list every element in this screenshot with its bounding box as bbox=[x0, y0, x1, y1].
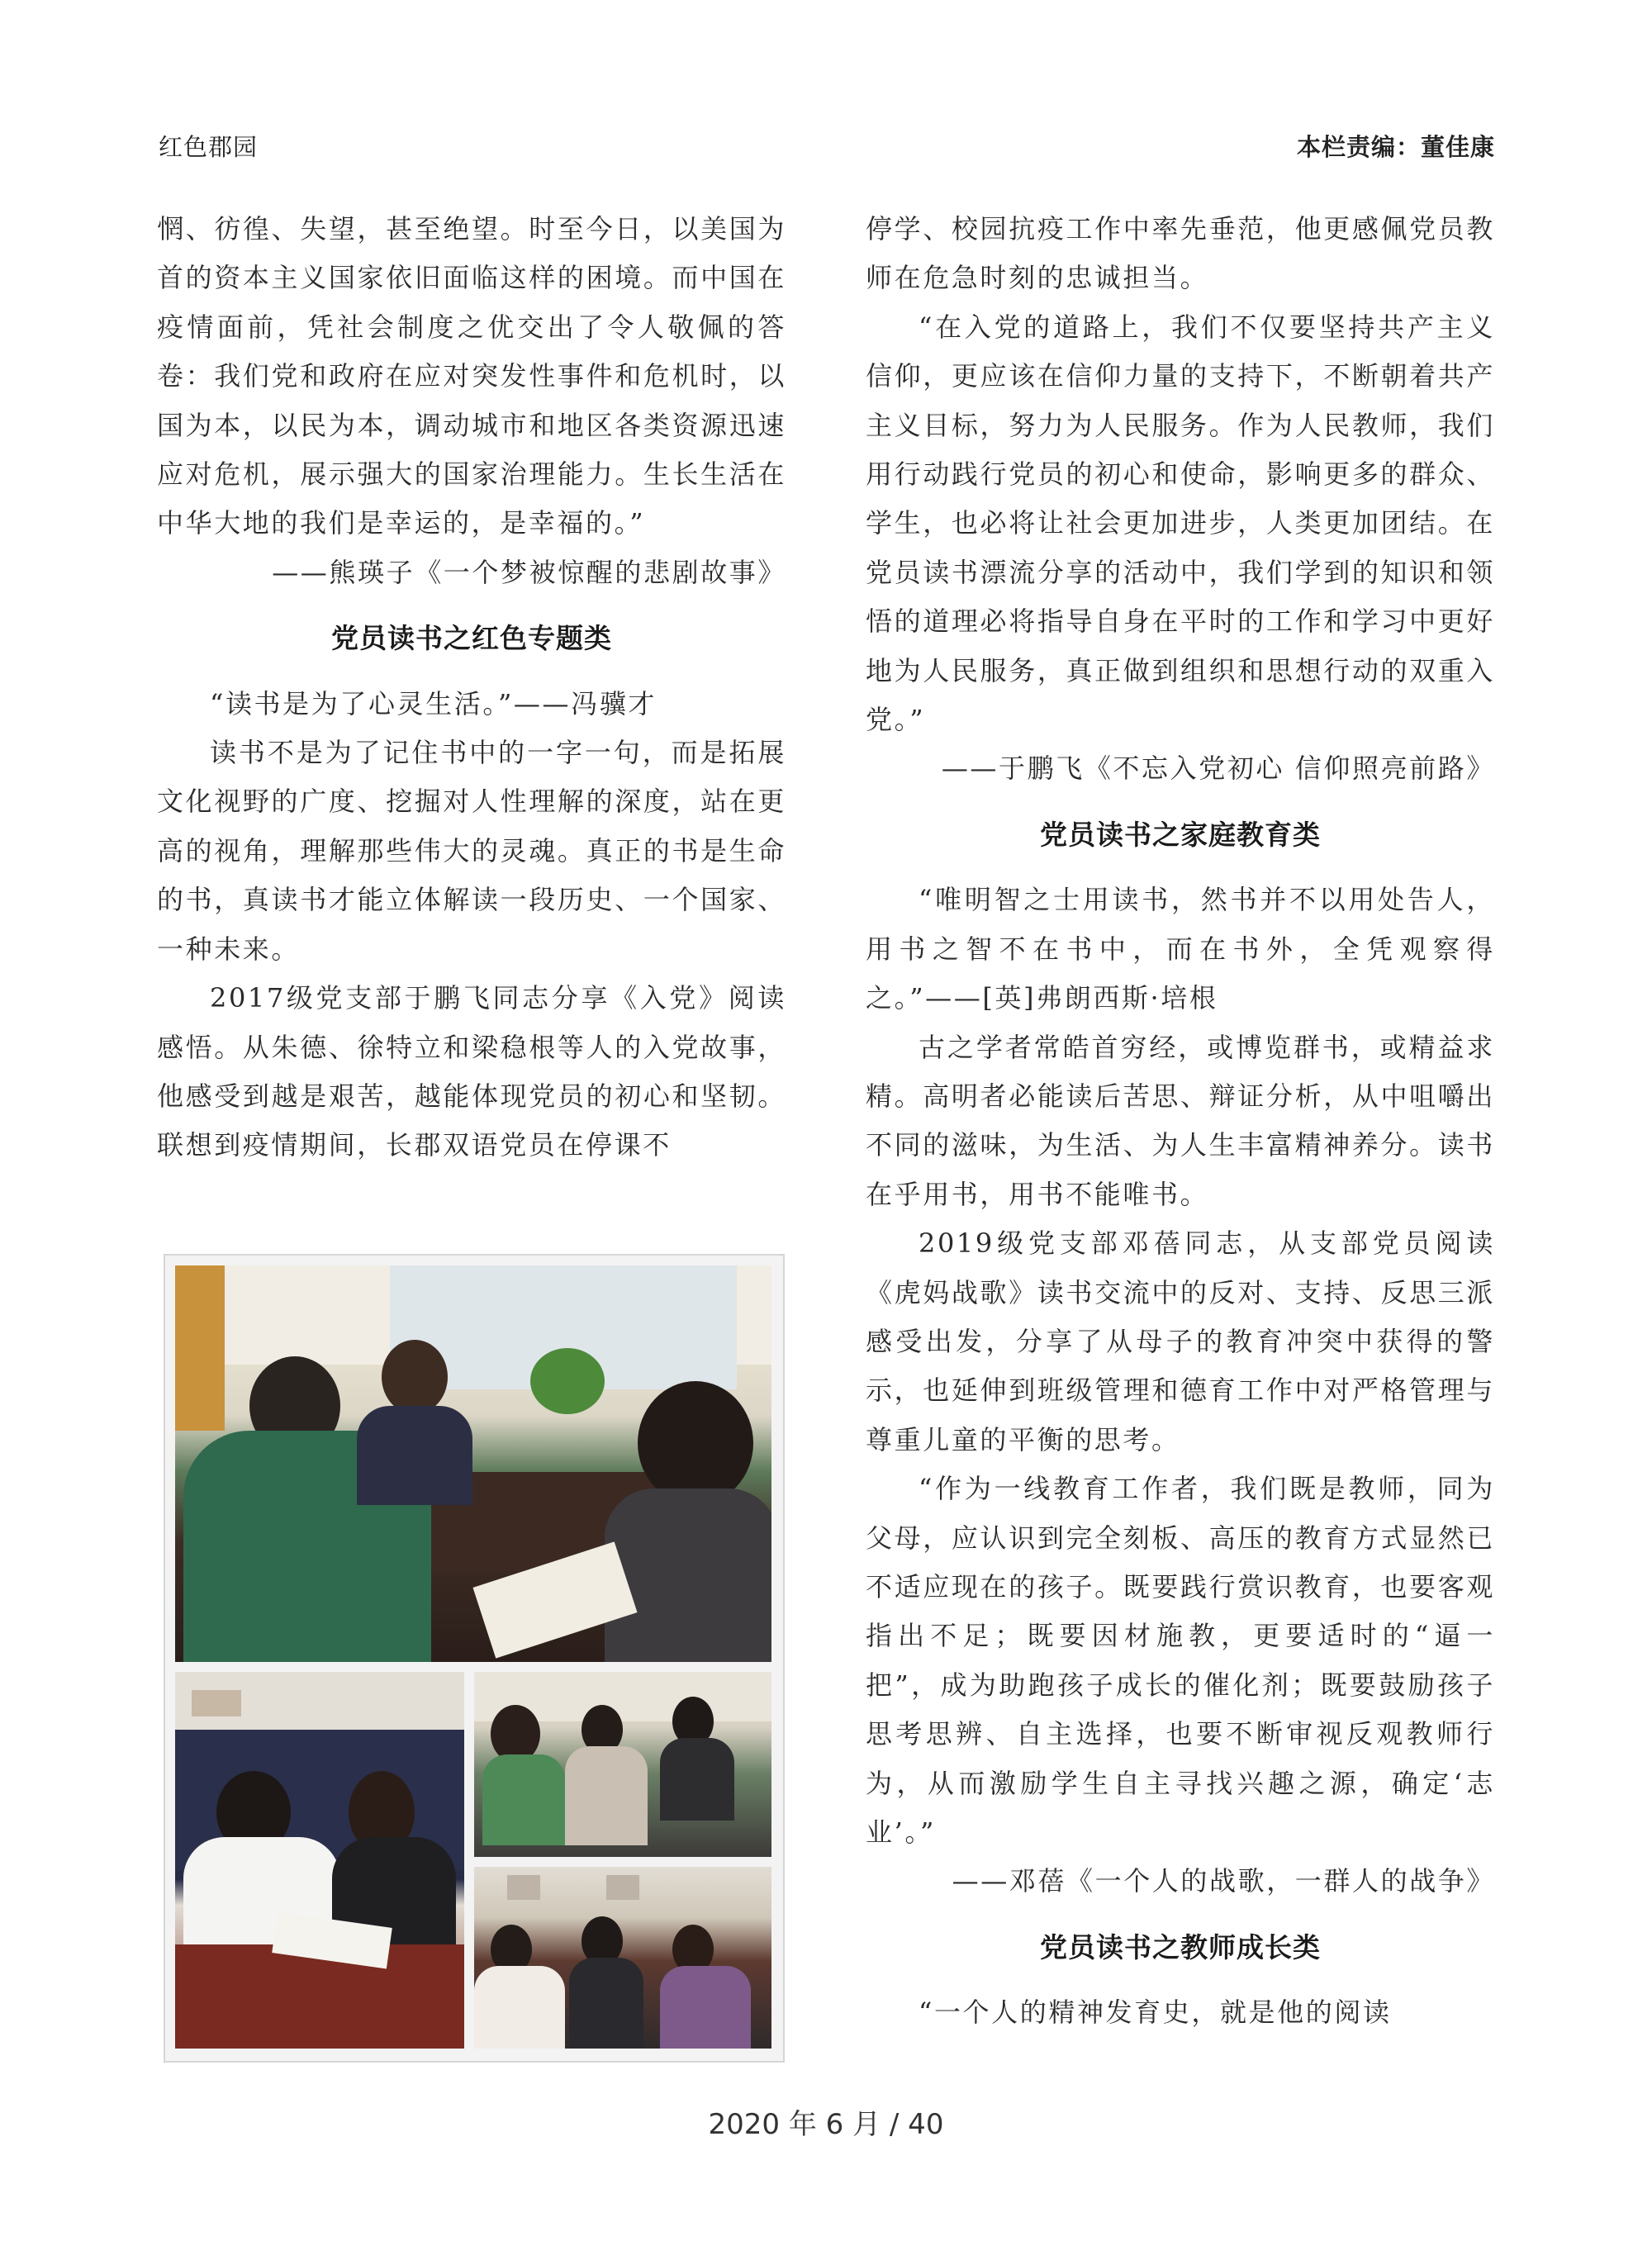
paragraph: “作为一线教育工作者，我们既是教师，同为父母，应认识到完全刻板、高压的教育方式显然已不适应现在的孩子。既要践行赏识教育，也要客观指出不足；既要因材施教，更要适时的“逼一把”，成为助跑孩子成长的催化剂；既要鼓励孩子思考思辨、自主选择，也要不断审视反观教师行为，从而激励学生自主寻找兴趣之源，确定‘志业’。” bbox=[866, 1473, 1495, 1848]
paragraph: 2017级党支部于鹏飞同志分享《入党》阅读感悟。从朱德、徐特立和梁稳根等人的入党故事，他感受到越是艰苦，越能体现党员的初心和坚韧。联想到疫情期间，长郡双语党员在停课不 bbox=[157, 982, 786, 1161]
paragraph: 古之学者常皓首穷经，或博览群书，或精益求精。高明者必能读后苦思、辩证分析，从中咀嚼出不同的滋味，为生活、为人生丰富精神养分。读书在乎用书，用书不能唯书。 bbox=[866, 1031, 1495, 1210]
attribution: ——于鹏飞《不忘入党初心 信仰照亮前路》 bbox=[941, 753, 1495, 785]
paragraph: “一个人的精神发育史，就是他的阅读 bbox=[919, 1996, 1392, 2029]
photo-meeting-room bbox=[175, 1265, 771, 1662]
paragraph: 停学、校园抗疫工作中率先垂范，他更感佩党员教师在危急时刻的忠诚担当。 bbox=[866, 213, 1495, 294]
section-title-family-education: 党员读书之家庭教育类 bbox=[1040, 818, 1321, 851]
paragraph: 读书不是为了记住书中的一字一句，而是拓展文化视野的广度、挖掘对人性理解的深度，站在更高的视角，理解那些伟大的灵魂。真正的书是生命的书，真读书才能立体解读一段历史、一个国家、一种未来。 bbox=[157, 737, 786, 965]
header-editor: 本栏责编：董佳康 bbox=[1296, 133, 1495, 161]
attribution: ——熊瑛子《一个梦被惊醒的悲剧故事》 bbox=[272, 556, 786, 588]
section-title-teacher-growth: 党员读书之教师成长类 bbox=[1040, 1930, 1321, 1963]
photo-reading-circle-1 bbox=[474, 1672, 771, 1857]
photo-reading-circle-2 bbox=[474, 1867, 771, 2049]
paragraph: 2019级党支部邓蓓同志，从支部党员阅读《虎妈战歌》读书交流中的反对、支持、反思三派感受出发，分享了从母子的教育冲突中获得的警示，也延伸到班级管理和德育工作中对严格管理与尊重儿童的平衡的思考。 bbox=[866, 1227, 1495, 1455]
header-section-name: 红色郡园 bbox=[159, 133, 259, 161]
epigraph-quote: “读书是为了心灵生活。”——冯骥才 bbox=[210, 687, 657, 719]
paragraph: 惘、彷徨、失望，甚至绝望。时至今日，以美国为首的资本主义国家依旧面临这样的困境。而中国在疫情面前，凭社会制度之优交出了令人敬佩的答卷：我们党和政府在应对突发性事件和危机时，以国为本，以民为本，调动城市和地区各类资源迅速应对危机，展示强大的国家治理能力。生长生活在中华大地的我们是幸运的，是幸福的。” bbox=[157, 213, 786, 539]
attribution: ——邓蓓《一个人的战歌，一群人的战争》 bbox=[952, 1865, 1495, 1897]
paragraph: “在入党的道路上，我们不仅要坚持共产主义信仰，更应该在信仰力量的支持下，不断朝着共产主义目标，努力为人民服务。作为人民教师，我们用行动践行党员的初心和使命，影响更多的群众、学生，也必将让社会更加进步，人类更加团结。在党员读书漂流分享的活动中，我们学到的知识和领悟的道理必将指导自身在平时的工作和学习中更好地为人民服务，真正做到组织和思想行动的双重入党。” bbox=[866, 311, 1495, 736]
section-title-red-topic: 党员读书之红色专题类 bbox=[331, 622, 612, 655]
page-number: 2020 年 6 月 / 40 bbox=[708, 2108, 944, 2141]
epigraph-quote: “唯明智之士用读书，然书并不以用处告人，用书之智不在书中，而在书外，全凭观察得之。”——[英]弗朗西斯·培根 bbox=[866, 884, 1495, 1014]
photo-auditorium-pair bbox=[175, 1672, 464, 2049]
left-column bbox=[157, 205, 786, 1170]
right-column bbox=[866, 205, 1495, 2038]
photo-collage bbox=[164, 1254, 785, 2063]
